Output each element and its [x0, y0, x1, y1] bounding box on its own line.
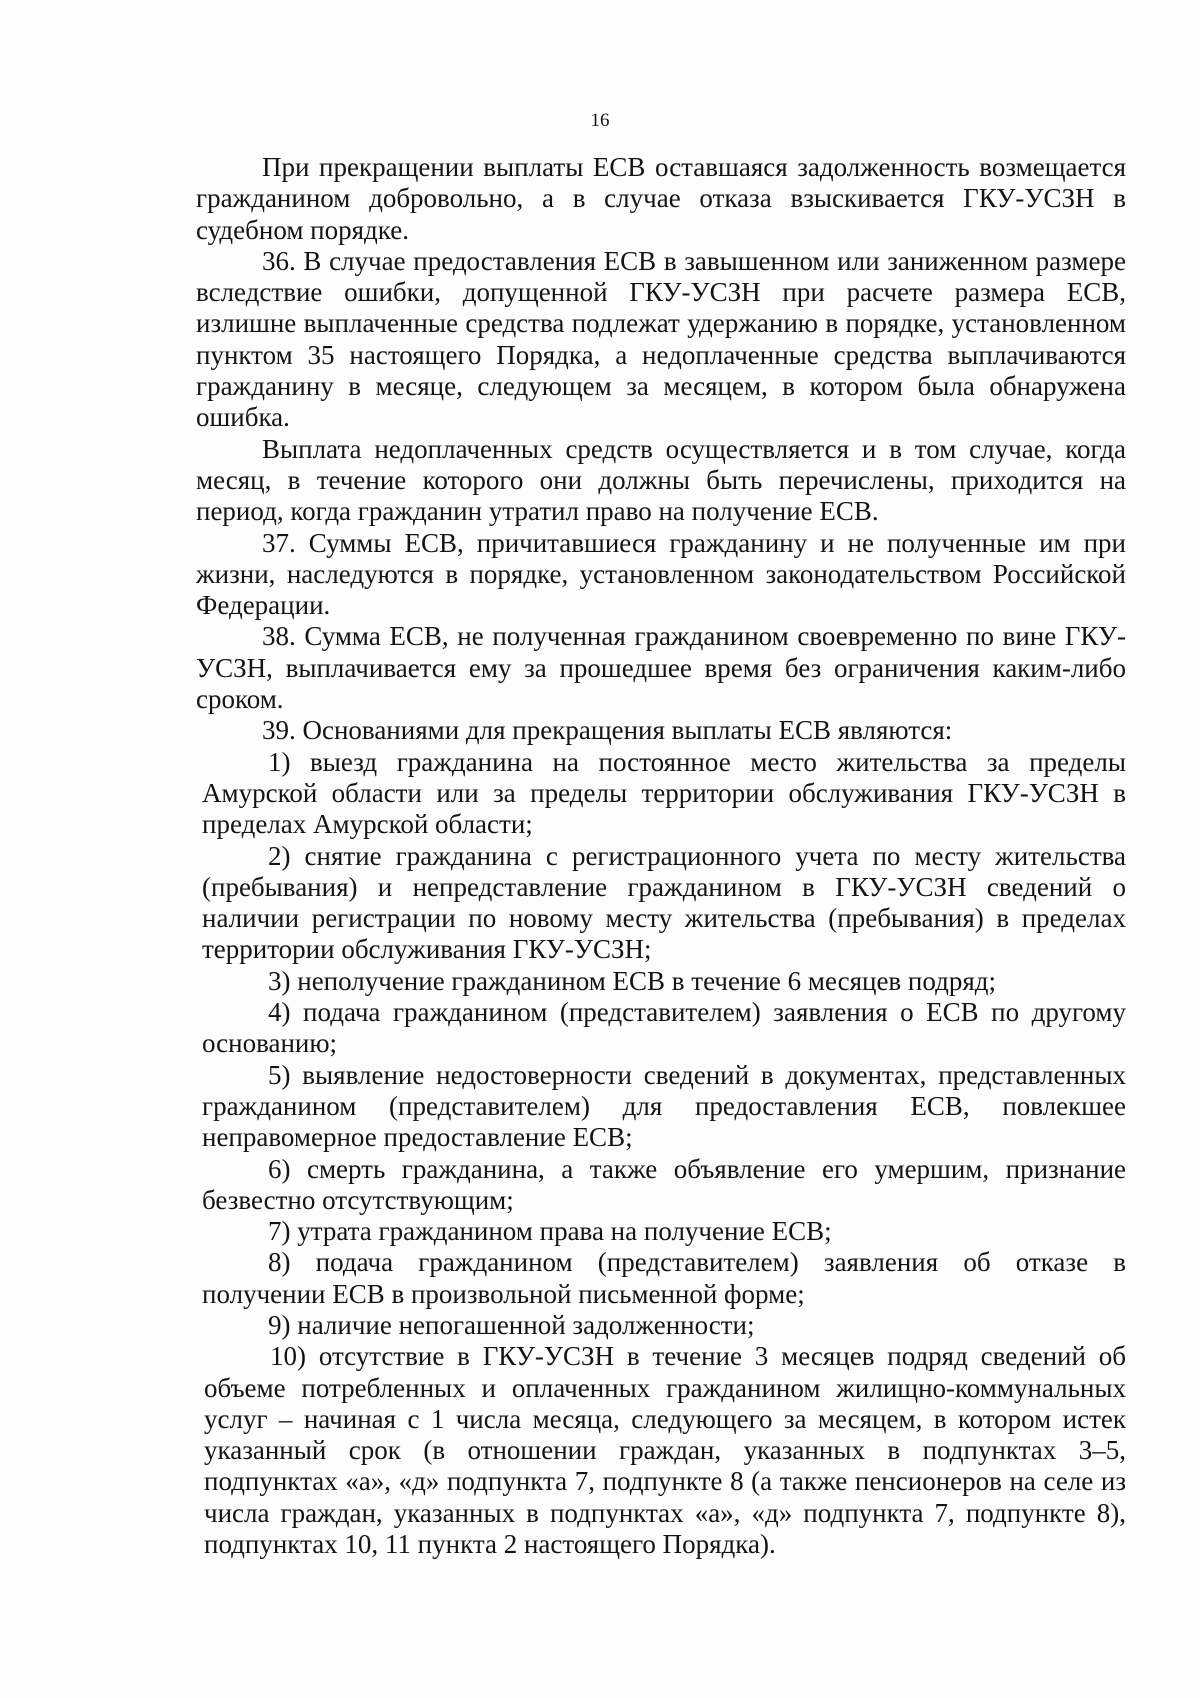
paragraph-debt-recovery: При прекращении выплаты ЕСВ оставшаяся задолженность возмещается гражданином добровольно, а в случае отказа взыскивается ГКУ-УСЗН в судебном порядке. [196, 152, 1126, 245]
paragraph-36: 36. В случае предоставления ЕСВ в завышенном или заниженном размере вследствие ошибки, допущенной ГКУ-УСЗН при расчете размера ЕСВ, излишне выплаченные средства подлежат удержанию в порядке, установленном пунктом 35 настоящего Порядка, а недоплаченные средства выплачиваются гражданину в месяце, следующем за месяцем, в котором была обнаружена ошибка. [196, 245, 1126, 433]
list-item-8: 8) подача гражданином (представителем) заявления об отказе в получении ЕСВ в произвольной письменной форме; [202, 1247, 1126, 1309]
list-item-7: 7) утрата гражданином права на получение ЕСВ; [268, 1216, 832, 1247]
paragraph-37: 37. Суммы ЕСВ, причитавшиеся гражданину и не полученные им при жизни, наследуются в порядке, установленном законодательством Российской Федерации. [196, 527, 1126, 621]
list-item-1: 1) выезд гражданина на постоянное место жительства за пределы Амурской области или за пределы территории обслуживания ГКУ-УСЗН в пределах Амурской области; [202, 746, 1126, 840]
list-item-6: 6) смерть гражданина, а также объявление его умершим, признание безвестно отсутствующим; [202, 1153, 1126, 1215]
list-item-3: 3) неполучение гражданином ЕСВ в течение 6 месяцев подряд; [268, 965, 996, 996]
page-number: 16 [590, 110, 610, 131]
list-item-4: 4) подача гражданином (представителем) заявления о ЕСВ по другому основанию; [202, 997, 1126, 1059]
list-item-2: 2) снятие гражданина с регистрационного учета по месту жительства (пребывания) и непредставление гражданином в ГКУ-УСЗН сведений о наличии регистрации по новому месту жительства (пребывания) в пределах территории обслуживания ГКУ-УСЗН; [202, 840, 1126, 965]
paragraph-underpaid-funds: Выплата недоплаченных средств осуществляется и в том случае, когда месяц, в течение которого они должны быть перечислены, приходится на период, когда гражданин утратил право на получение ЕСВ. [196, 433, 1126, 527]
paragraph-39: 39. Основаниями для прекращения выплаты ЕСВ являются: [262, 715, 953, 746]
document-body [196, 152, 1126, 1560]
list-item-9: 9) наличие непогашенной задолженности; [268, 1309, 755, 1340]
list-item-5: 5) выявление недостоверности сведений в документах, представленных гражданином (представителем) для предоставления ЕСВ, повлекшее неправомерное предоставление ЕСВ; [202, 1059, 1126, 1153]
paragraph-38: 38. Сумма ЕСВ, не полученная гражданином своевременно по вине ГКУ-УСЗН, выплачивается ему за прошедшее время без ограничения каким-либо сроком. [196, 621, 1126, 715]
list-item-10: 10) отсутствие в ГКУ-УСЗН в течение 3 месяцев подряд сведений об объеме потребленных и оплаченных гражданином жилищно-коммунальных услуг – начиная с 1 числа месяца, следующего за месяцем, в котором истек указанный срок (в отношении граждан, указанных в подпунктах 3–5, подпунктах «а», «д» подпункта 7, подпункте 8 (а также пенсионеров на селе из числа граждан, указанных в подпунктах «а», «д» подпункта 7, подпункте 8), подпунктах 10, 11 пункта 2 настоящего Порядка). [204, 1341, 1126, 1560]
